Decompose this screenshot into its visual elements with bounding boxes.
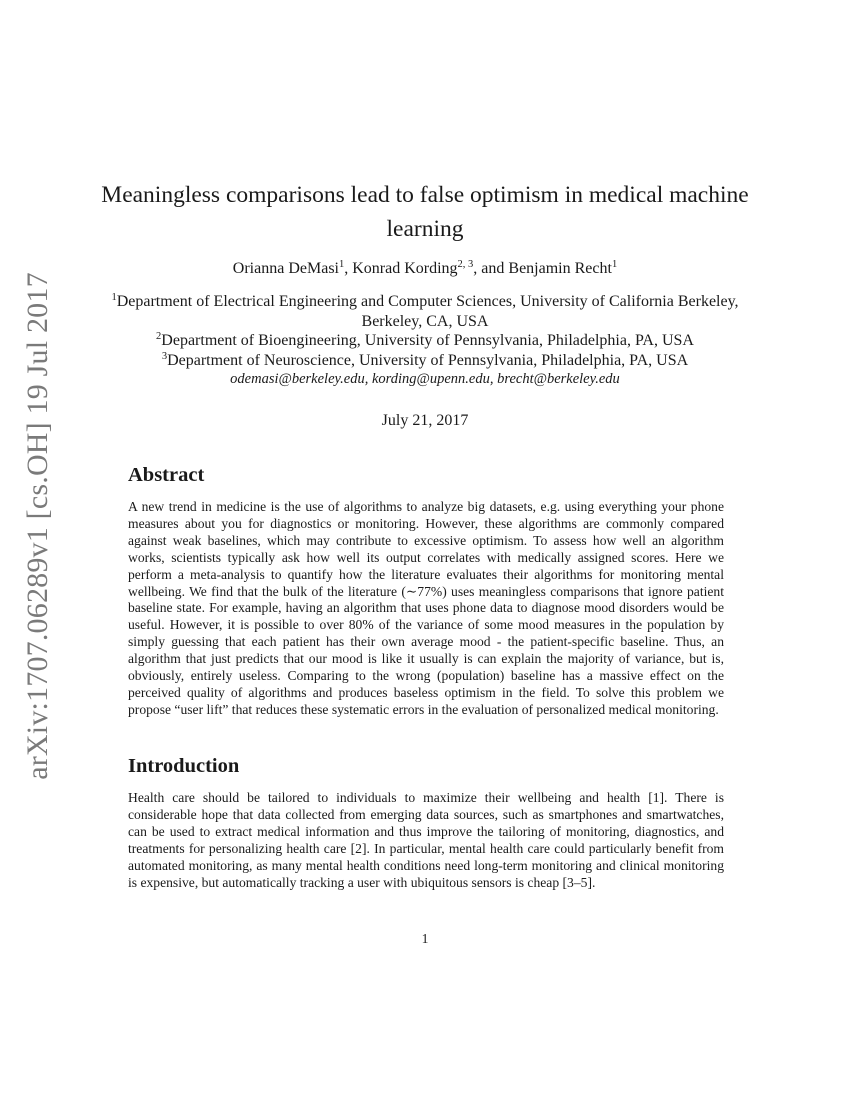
affiliation-mark-3: 3 — [161, 350, 168, 362]
author-emails: odemasi@berkeley.edu, kording@upenn.edu, brecht@berkeley.edu — [230, 371, 620, 387]
author-name-1: Orianna DeMasi — [232, 260, 339, 277]
paper-title: Meaningless comparisons lead to false optimism in medical machine learning — [101, 182, 749, 242]
author-name-2: Konrad Kording — [352, 260, 458, 277]
affiliation-1 — [100, 292, 750, 331]
abstract-heading: Abstract — [128, 464, 205, 486]
affiliation-mark-1: 1 — [111, 292, 117, 303]
affiliation-3 — [100, 351, 750, 371]
arxiv-identifier-text: arXiv:1707.06289v1 [cs.OH] 19 Jul 2017 — [21, 272, 54, 780]
introduction-heading: Introduction — [128, 755, 240, 777]
affiliation-text-2: Department of Bioengineering, University of Pennsylvania, Philadelphia, PA, USA — [161, 332, 694, 349]
affiliation-text-1: Department of Electrical Engineering and Computer Sciences, University of California Berkeley, Berkeley, CA, USA — [116, 293, 739, 330]
affiliation-2 — [100, 331, 750, 351]
author-list — [100, 258, 750, 280]
introduction-paragraph: Health care should be tailored to individuals to maximize their wellbeing and health [1]. There is considerable hope that data collected from emerging data sources, such as smartphones and smartwatches, can be used to extract medical information and thus improve the tailoring of monitoring, diagnostics, and treatments for personalizing health care [2]. In particular, mental health care could particularly benefit from automated monitoring, as many mental health conditions need long-term monitoring and clinical monitoring is expensive, but automatically tracking a user with ubiquitous sensors is cheap [3–5]. — [128, 790, 724, 890]
author-separator-1: , — [344, 260, 353, 277]
affiliation-mark-2: 2 — [156, 331, 162, 342]
author-separator-2: , and — [473, 260, 509, 277]
paper-date: July 21, 2017 — [381, 412, 469, 429]
author-affil-mark-3: 1 — [611, 259, 618, 270]
affiliation-block — [100, 292, 750, 390]
abstract-paragraph: A new trend in medicine is the use of algorithms to analyze big datasets, e.g. using everything your phone measures about you for diagnostics or monitoring. However, these algorithms are commonly compared against weak baselines, which may contribute to excessive optimism. To assess how well an algorithm works, scientists typically ask how well its output correlates with medically assigned scores. Here we perform a meta-analysis to quantify how the literature evaluates their algorithms for monitoring mental wellbeing. We find that the bulk of the literature (∼77%) uses meaningless comparisons that ignore patient baseline state. For example, having an algorithm that uses phone data to diagnose mood disorders would be useful. However, it is possible to over 80% of the variance of some mood measures in the population by simply guessing that each patient has their own average mood - the patient-specific baseline. Thus, an algorithm that just predicts that our mood is like it usually is can explain the majority of variance, but is, obviously, entirely useless. Comparing to the wrong (population) baseline has a massive effect on the perceived quality of algorithms and produces baseless optimism in the field. To solve this problem we propose “user lift” that reduces these systematic errors in the evaluation of personalized medical monitoring. — [128, 499, 724, 717]
page-number: 1 — [421, 931, 429, 946]
author-affil-mark-1: 1 — [338, 259, 345, 270]
affiliation-text-3: Department of Neuroscience, University of Pennsylvania, Philadelphia, PA, USA — [167, 351, 689, 369]
author-name-3: Benjamin Recht — [508, 260, 612, 277]
author-affil-mark-2: 2, 3 — [457, 259, 474, 270]
